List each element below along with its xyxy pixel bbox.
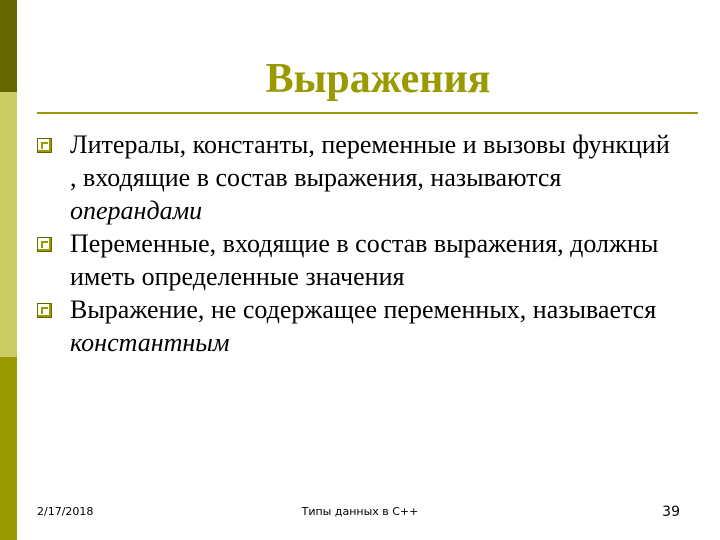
checkbox-square-icon [37, 138, 52, 153]
bullet-text: Литералы, константы, переменные и вызовы функций , входящие в состав выражения, называются [70, 130, 670, 192]
footer-date: 2/17/2018 [37, 505, 94, 518]
bullet-item [37, 293, 677, 359]
checkbox-square-icon [37, 303, 52, 318]
bullet-text: Переменные, входящие в состав выражения, должны иметь определенные значения [70, 229, 659, 291]
checkbox-square-icon [37, 237, 52, 252]
page-number: 39 [662, 504, 680, 520]
bullet-emphasis: операндами [70, 196, 203, 225]
bullet-item [37, 227, 677, 293]
left-accent-bar-middle [0, 92, 17, 357]
bullet-item [37, 128, 677, 227]
bullet-emphasis: константным [70, 328, 230, 357]
bullet-list [37, 128, 677, 359]
title-divider [37, 112, 698, 114]
slide-title: Выражения [265, 56, 491, 102]
bullet-text: Выражение, не содержащее переменных, называется [70, 295, 657, 324]
footer-title: Типы данных в С++ [301, 505, 419, 518]
